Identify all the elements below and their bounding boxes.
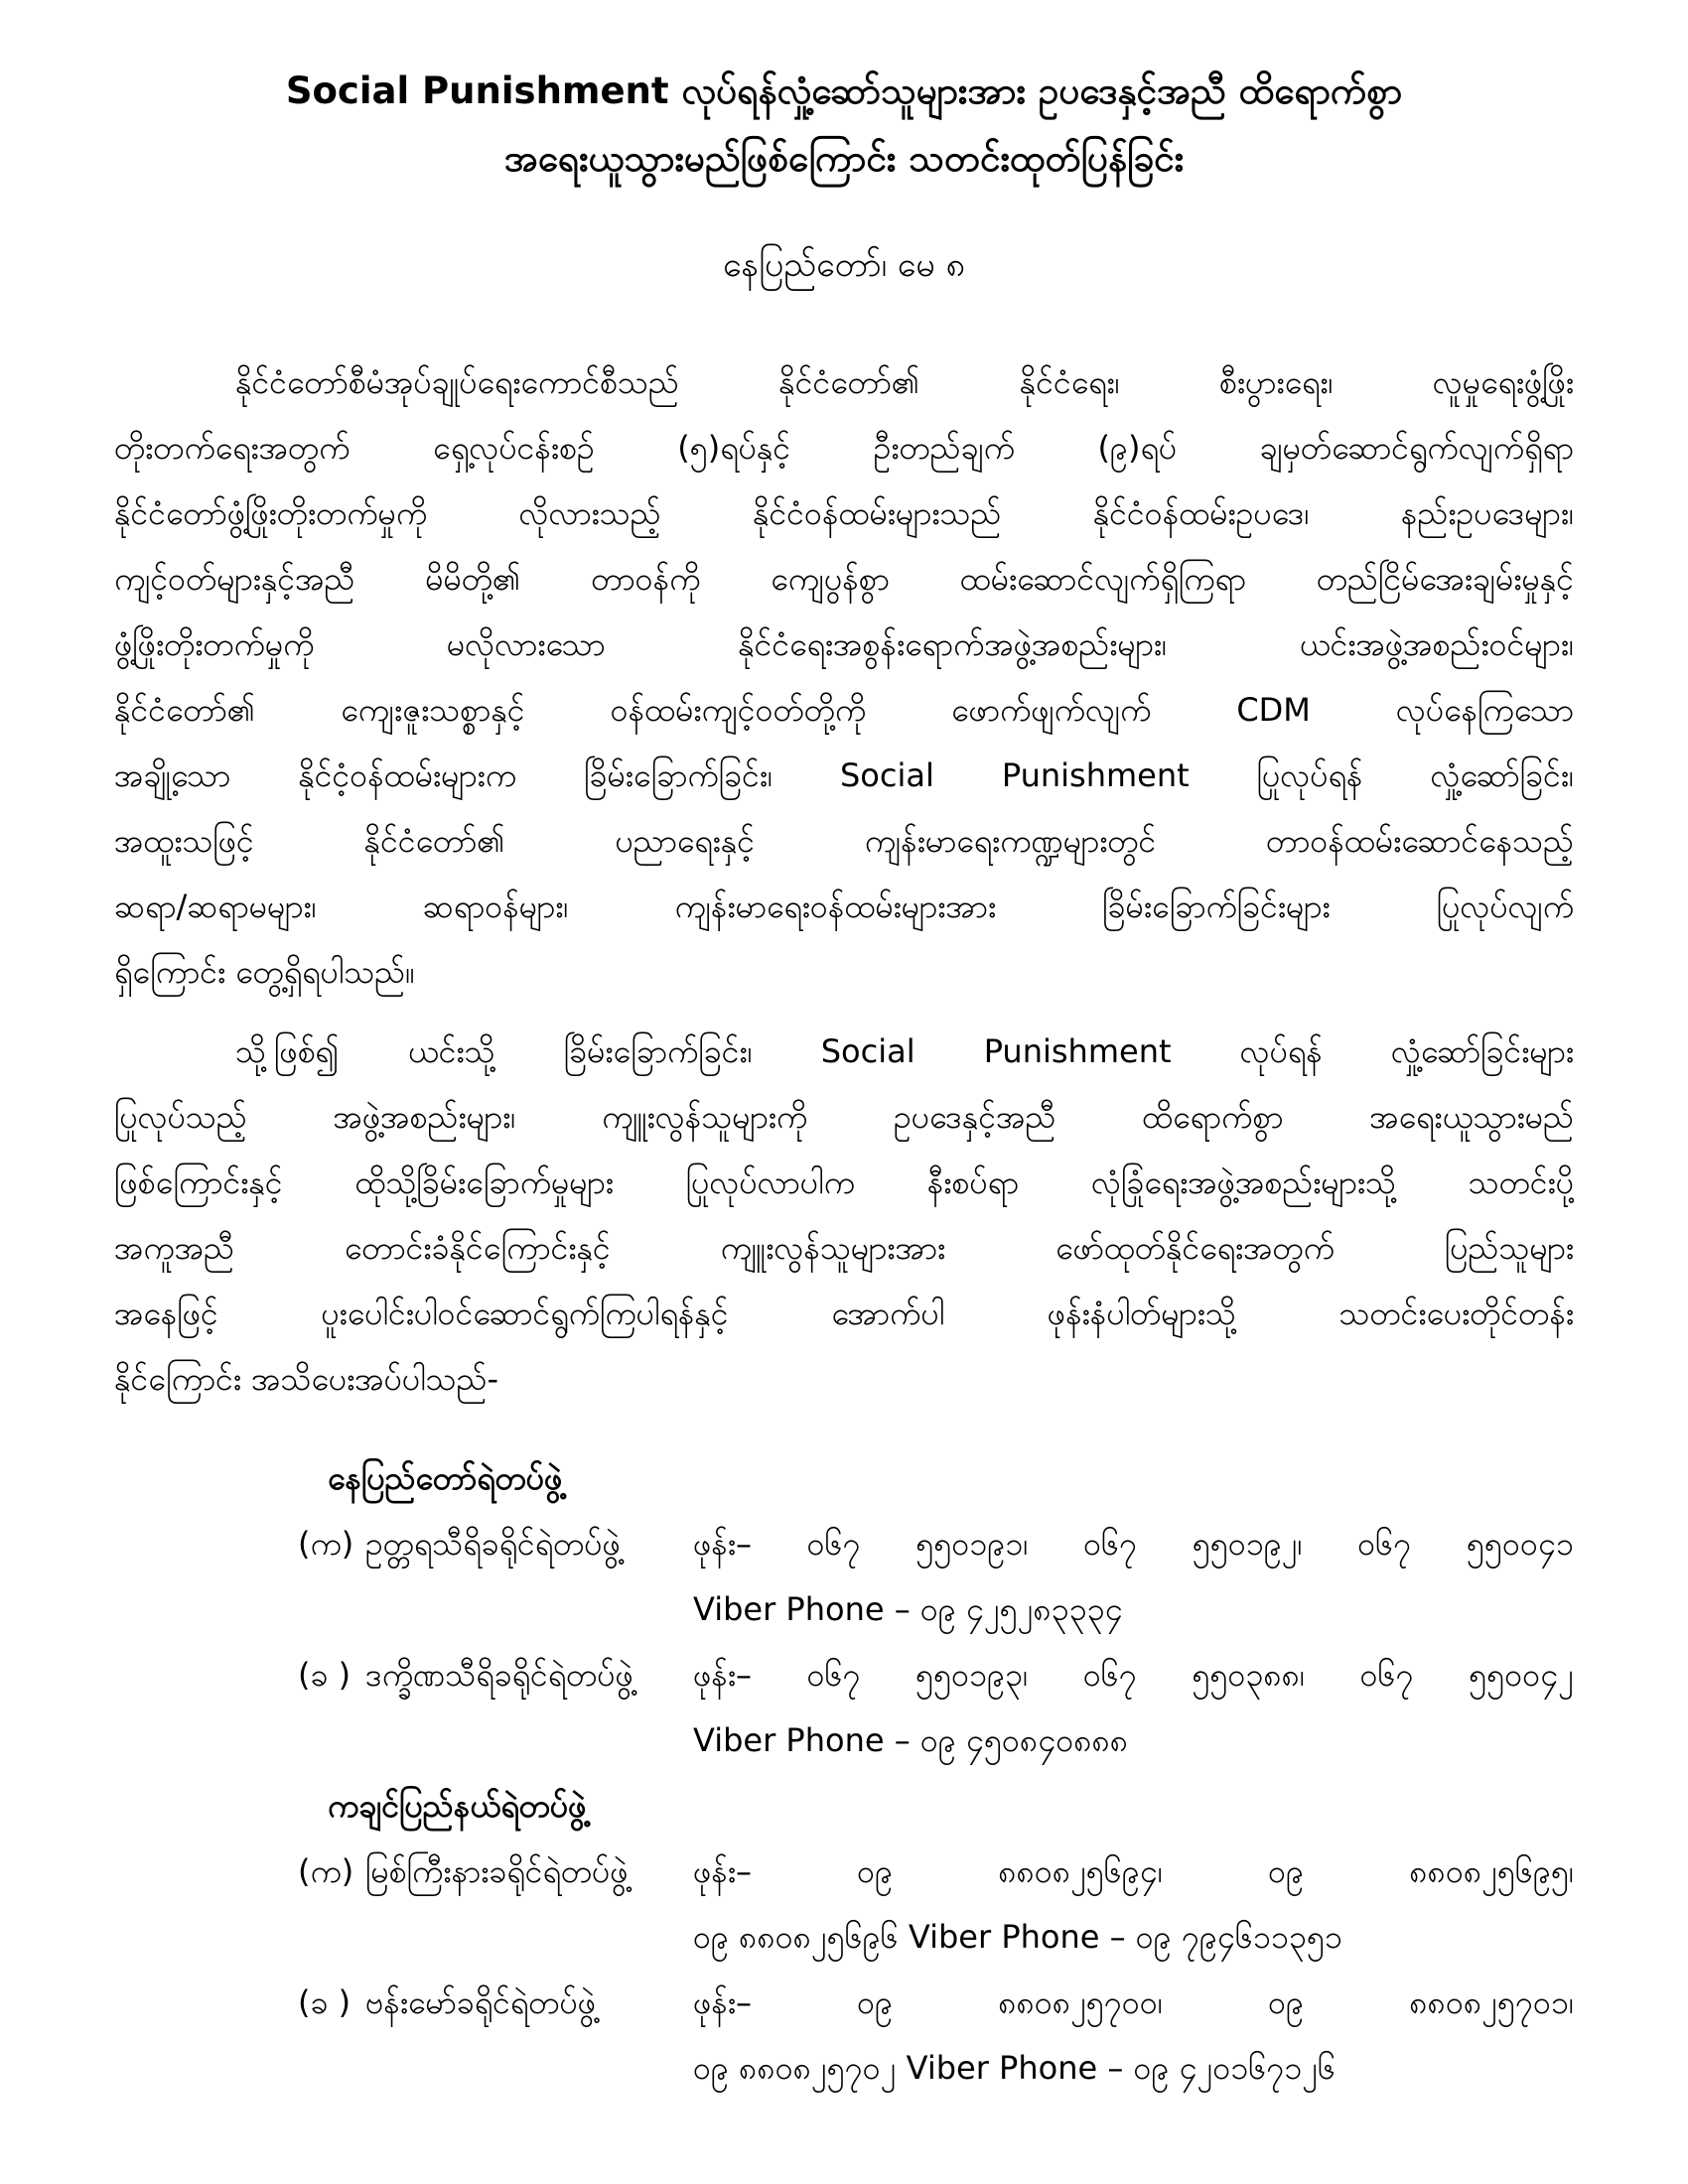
text-line: နိုင်ငံတော်၏ ကျေးဇူးသစ္စာနှင့် ဝန်ထမ်းကျင့်ဝတ်တို့ကို ဖောက်ဖျက်လျက် CDM လုပ်နေကြသော (114, 691, 1574, 729)
police-force-name: ဗန်းမော်ခရိုင်ရဲတပ်ဖွဲ့ (365, 1983, 596, 2021)
text-line: အကူအညီ တောင်းခံနိုင်ကြောင်းနှင့် ကျူးလွန်သူများအား ဖော်ထုတ်နိုင်ရေးအတွက် ပြည်သူများ (114, 1229, 1574, 1267)
phone-line: ဖုန်း– ၀၉ ၈၈၀၈၂၅၇၀၀၊ ၀၉ ၈၈၀၈၂၅၇၀၁၊ (693, 1983, 1574, 2021)
paragraph (114, 349, 1574, 1005)
text-line: ပြုလုပ်သည့် အဖွဲ့အစည်းများ၊ ကျူးလွန်သူများကို ဥပဒေနှင့်အညီ ထိရောက်စွာ အရေးယူသွားမည် (114, 1098, 1574, 1136)
contact-sections (114, 1445, 1574, 2101)
title-line-2: အရေးယူသွားမည်ဖြစ်ကြောင်း သတင်းထုတ်ပြန်ခြင်း (503, 137, 1185, 180)
phone-numbers (693, 1511, 1574, 1642)
entry-label: (က) (298, 1852, 354, 1890)
phone-numbers (693, 1642, 1574, 1773)
phone-line: ၀၉ ၈၈၀၈၂၅၆၉၆ Viber Phone – ၀၉ ၇၉၄၆၁၁၃၅၁ (693, 1918, 1342, 1956)
section-heading: နေပြည်တော်ရဲတပ်ဖွဲ့ (328, 1459, 563, 1497)
text-line: ရှိကြောင်း တွေ့ရှိရပါသည်။ (114, 953, 415, 991)
contact-entry (298, 1511, 1574, 1642)
phone-numbers (693, 1839, 1574, 1970)
phone-line: ဖုန်း– ၀၉ ၈၈၀၈၂၅၆၉၄၊ ၀၉ ၈၈၀၈၂၅၆၉၅၊ (693, 1852, 1574, 1890)
text-line: နိုင်ကြောင်း အသိပေးအပ်ပါသည်- (114, 1360, 499, 1398)
text-line: အချို့သော နိုင်ငံ့ဝန်ထမ်းများက ခြိမ်းခြောက်ခြင်း၊ Social Punishment ပြုလုပ်ရန် လှုံ့ဆော်ခြင်း၊ (114, 756, 1574, 794)
phone-line: ဖုန်း– ၀၆၇ ၅၅၀၁၉၃၊ ၀၆၇ ၅၅၀၃၈၈၊ ၀၆၇ ၅၅၀၀၄၂ (693, 1656, 1574, 1694)
document-title (114, 58, 1574, 193)
text-line: ကျင့်ဝတ်များနှင့်အညီ မိမိတို့၏ တာဝန်ကို ကျေပွန်စွာ ထမ်းဆောင်လျက်ရှိကြရာ တည်ငြိမ်အေးချမ်းမှုနှင့် (114, 560, 1574, 598)
paragraph (114, 1019, 1574, 1412)
police-force-name: ဒက္ခိဏသီရိခရိုင်ရဲတပ်ဖွဲ့ (365, 1656, 633, 1694)
text-line: ဆရာ/ဆရာမများ၊ ဆရာဝန်များ၊ ကျန်းမာရေးဝန်ထမ်းများအား ခြိမ်းခြောက်ခြင်းများ ပြုလုပ်လျက် (114, 887, 1574, 925)
section-heading: ကချင်ပြည်နယ်ရဲတပ်ဖွဲ့ (328, 1787, 587, 1825)
text-line: သို့ဖြစ်၍ ယင်းသို့ ခြိမ်းခြောက်ခြင်း၊ Social Punishment လုပ်ရန် လှုံ့ဆော်ခြင်းများ (235, 1032, 1574, 1070)
entry-label: (ခ ) (298, 1656, 352, 1694)
phone-line: ဖုန်း– ၀၆၇ ၅၅၀၁၉၁၊ ၀၆၇ ၅၅၀၁၉၂၊ ၀၆၇ ၅၅၀၀၄၁ (693, 1525, 1574, 1563)
title-line-1: Social Punishment လုပ်ရန်လှုံ့ဆော်သူများအား ဥပဒေနှင့်အညီ ထိရောက်စွာ (285, 69, 1403, 112)
dateline: နေပြည်တော်၊ မေ ၈ (723, 245, 965, 285)
text-line: နိုင်ငံတော်ဖွံ့ဖြိုးတိုးတက်မှုကို လိုလားသည့် နိုင်ငံဝန်ထမ်းများသည် နိုင်ငံဝန်ထမ်းဥပဒေ၊ နည်းဥပဒေများ၊ (114, 494, 1574, 532)
text-line: အထူးသဖြင့် နိုင်ငံတော်၏ ပညာရေးနှင့် ကျန်းမာရေးကဏ္ဍများတွင် တာဝန်ထမ်းဆောင်နေသည့် (114, 822, 1574, 860)
text-line: ဖြစ်ကြောင်းနှင့် ထိုသို့ခြိမ်းခြောက်မှုများ ပြုလုပ်လာပါက နီးစပ်ရာ လုံခြုံရေးအဖွဲ့အစည်းများသို့ သတင်းပို့ (114, 1163, 1574, 1201)
phone-numbers (693, 1970, 1574, 2101)
phone-line: ၀၉ ၈၈၀၈၂၅၇၀၂ Viber Phone – ၀၉ ၄၂၀၁၆၇၁၂၆ (693, 2049, 1336, 2087)
phone-line: Viber Phone – ၀၉ ၄၂၅၂၈၃၃၃၄ (693, 1590, 1123, 1628)
text-line: အနေဖြင့် ပူးပေါင်းပါဝင်ဆောင်ရွက်ကြပါရန်နှင့် အောက်ပါ ဖုန်းနံပါတ်များသို့ သတင်းပေးတိုင်တန်း (114, 1295, 1574, 1332)
contact-entry (298, 1970, 1574, 2101)
entry-label: (က) (298, 1525, 354, 1563)
text-line: ဖွံ့ဖြိုးတိုးတက်မှုကို မလိုလားသော နိုင်ငံရေးအစွန်းရောက်အဖွဲ့အစည်းများ၊ ယင်းအဖွဲ့အစည်းဝင်များ၊ (114, 625, 1574, 663)
police-force-name: ဥတ္တရသီရိခရိုင်ရဲတပ်ဖွဲ့ (365, 1525, 621, 1563)
paragraphs (114, 349, 1574, 1412)
contact-entry (298, 1642, 1574, 1773)
police-force-name: မြစ်ကြီးနားခရိုင်ရဲတပ်ဖွဲ့ (365, 1852, 629, 1890)
text-line: တိုးတက်ရေးအတွက် ရှေ့လုပ်ငန်းစဉ် (၅)ရပ်နှင့် ဦးတည်ချက် (၉)ရပ် ချမှတ်ဆောင်ရွက်လျက်ရှိရာ (114, 429, 1574, 467)
phone-line: Viber Phone – ၀၉ ၄၅၀၈၄၀၈၈၈ (693, 1721, 1129, 1759)
text-line: နိုင်ငံတော်စီမံအုပ်ချုပ်ရေးကောင်စီသည် နိုင်ငံတော်၏ နိုင်ငံရေး၊ စီးပွားရေး၊ လူမှုရေးဖွံ့ဖြိုး (235, 363, 1574, 401)
entry-label: (ခ ) (298, 1983, 352, 2021)
contact-entry (298, 1839, 1574, 1970)
